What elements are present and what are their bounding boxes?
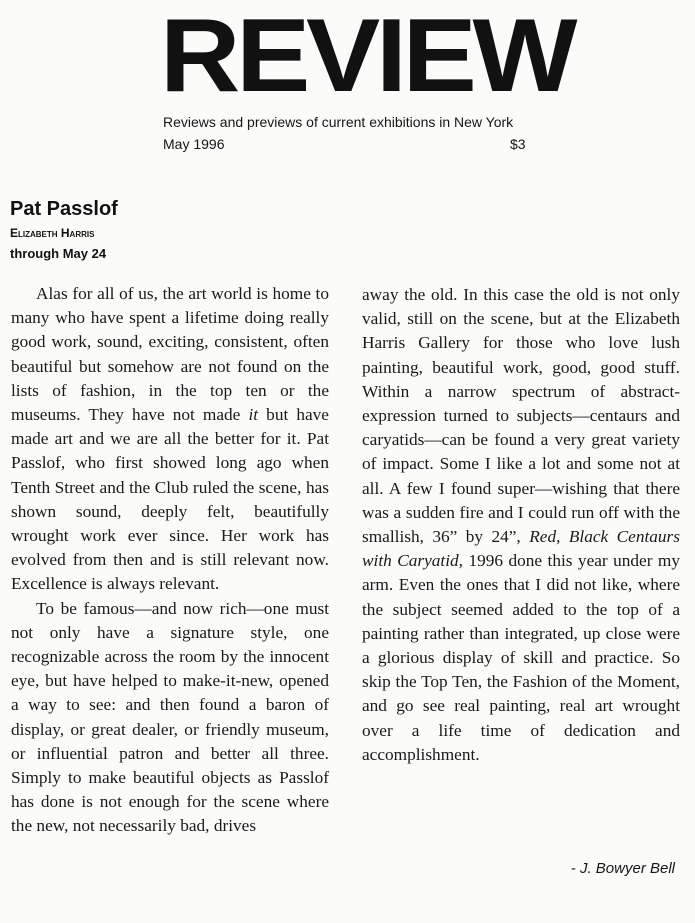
masthead-subtitle: Reviews and previews of current exhibitions in New York — [163, 114, 514, 130]
review-paragraph-3 — [362, 283, 680, 767]
paragraph-1-text-end: but have made art and we are all the better for it. Pat Passlof, who first showed long ago when Tenth Street and the Club ruled the scene, has shown sound, deeply felt, beautifully wrought work ever since. Her work has evolved from then and is still relevant now. Excellence is always relevant. — [11, 405, 329, 594]
paragraph-3-text: away the old. In this case the old is not only valid, still on the scene, but at the Elizabeth Harris Gallery for those who love lush painting, beautiful work, good, good stuff. Within a narrow spectrum of abstract-expression turned to subjects—centaurs and caryatids—can be found a very great variety of impact. Some I like a lot and some not at all. A few I found super—wishing that there was a sudden fire and I could run off with the smallish, 36” by 24”, — [362, 285, 680, 547]
paragraph-3-text-end: 1996 done this year under my arm. Even the ones that I did not like, where the subject seemed added to the top of a painting rather than integrated, up close were a glorious display of skill and practice. So skip the Top Ten, the Fashion of the Moment, and go see real painting, real art wrought over a life time of dedication and accomplishment. — [362, 551, 681, 764]
masthead-title: REVIEW — [160, 0, 574, 114]
review-paragraph-1 — [11, 282, 329, 597]
exhibition-dates: through May 24 — [10, 246, 107, 261]
artist-name: Pat Passlof — [10, 198, 118, 220]
gallery-name: Elizabeth Harris — [10, 226, 95, 240]
review-header — [10, 197, 118, 264]
paragraph-1-text: Alas for all of us, the art world is home to many who have spent a lifetime doing really good work, sound, exciting, consistent, often beautiful but somehow are not found on the lists of fashion, in the top ten or the museums. They have not made — [11, 284, 329, 425]
review-paragraph-2: To be famous—and now rich—one must not only have a signature style, one recognizable across the room by the innocent eye, but have helped to make-it-new, opened a way to see: and then found a baron of display, or great dealer, or friendly museum, or influential patron and better all three. Simply to make beautiful objects as Passlof has done is not enough for the scene where the new, not necessarily bad, drives — [11, 598, 329, 836]
review-column-left — [11, 282, 329, 839]
issue-date: May 1996 — [163, 136, 225, 152]
author-byline: - J. Bowyer Bell — [570, 860, 675, 877]
emphasis-it: it — [248, 405, 259, 425]
issue-price: $3 — [510, 136, 526, 152]
masthead — [160, 0, 574, 152]
artwork-title: Red, Black Centaurs with Caryatid, — [362, 527, 680, 571]
review-column-right — [362, 283, 680, 767]
